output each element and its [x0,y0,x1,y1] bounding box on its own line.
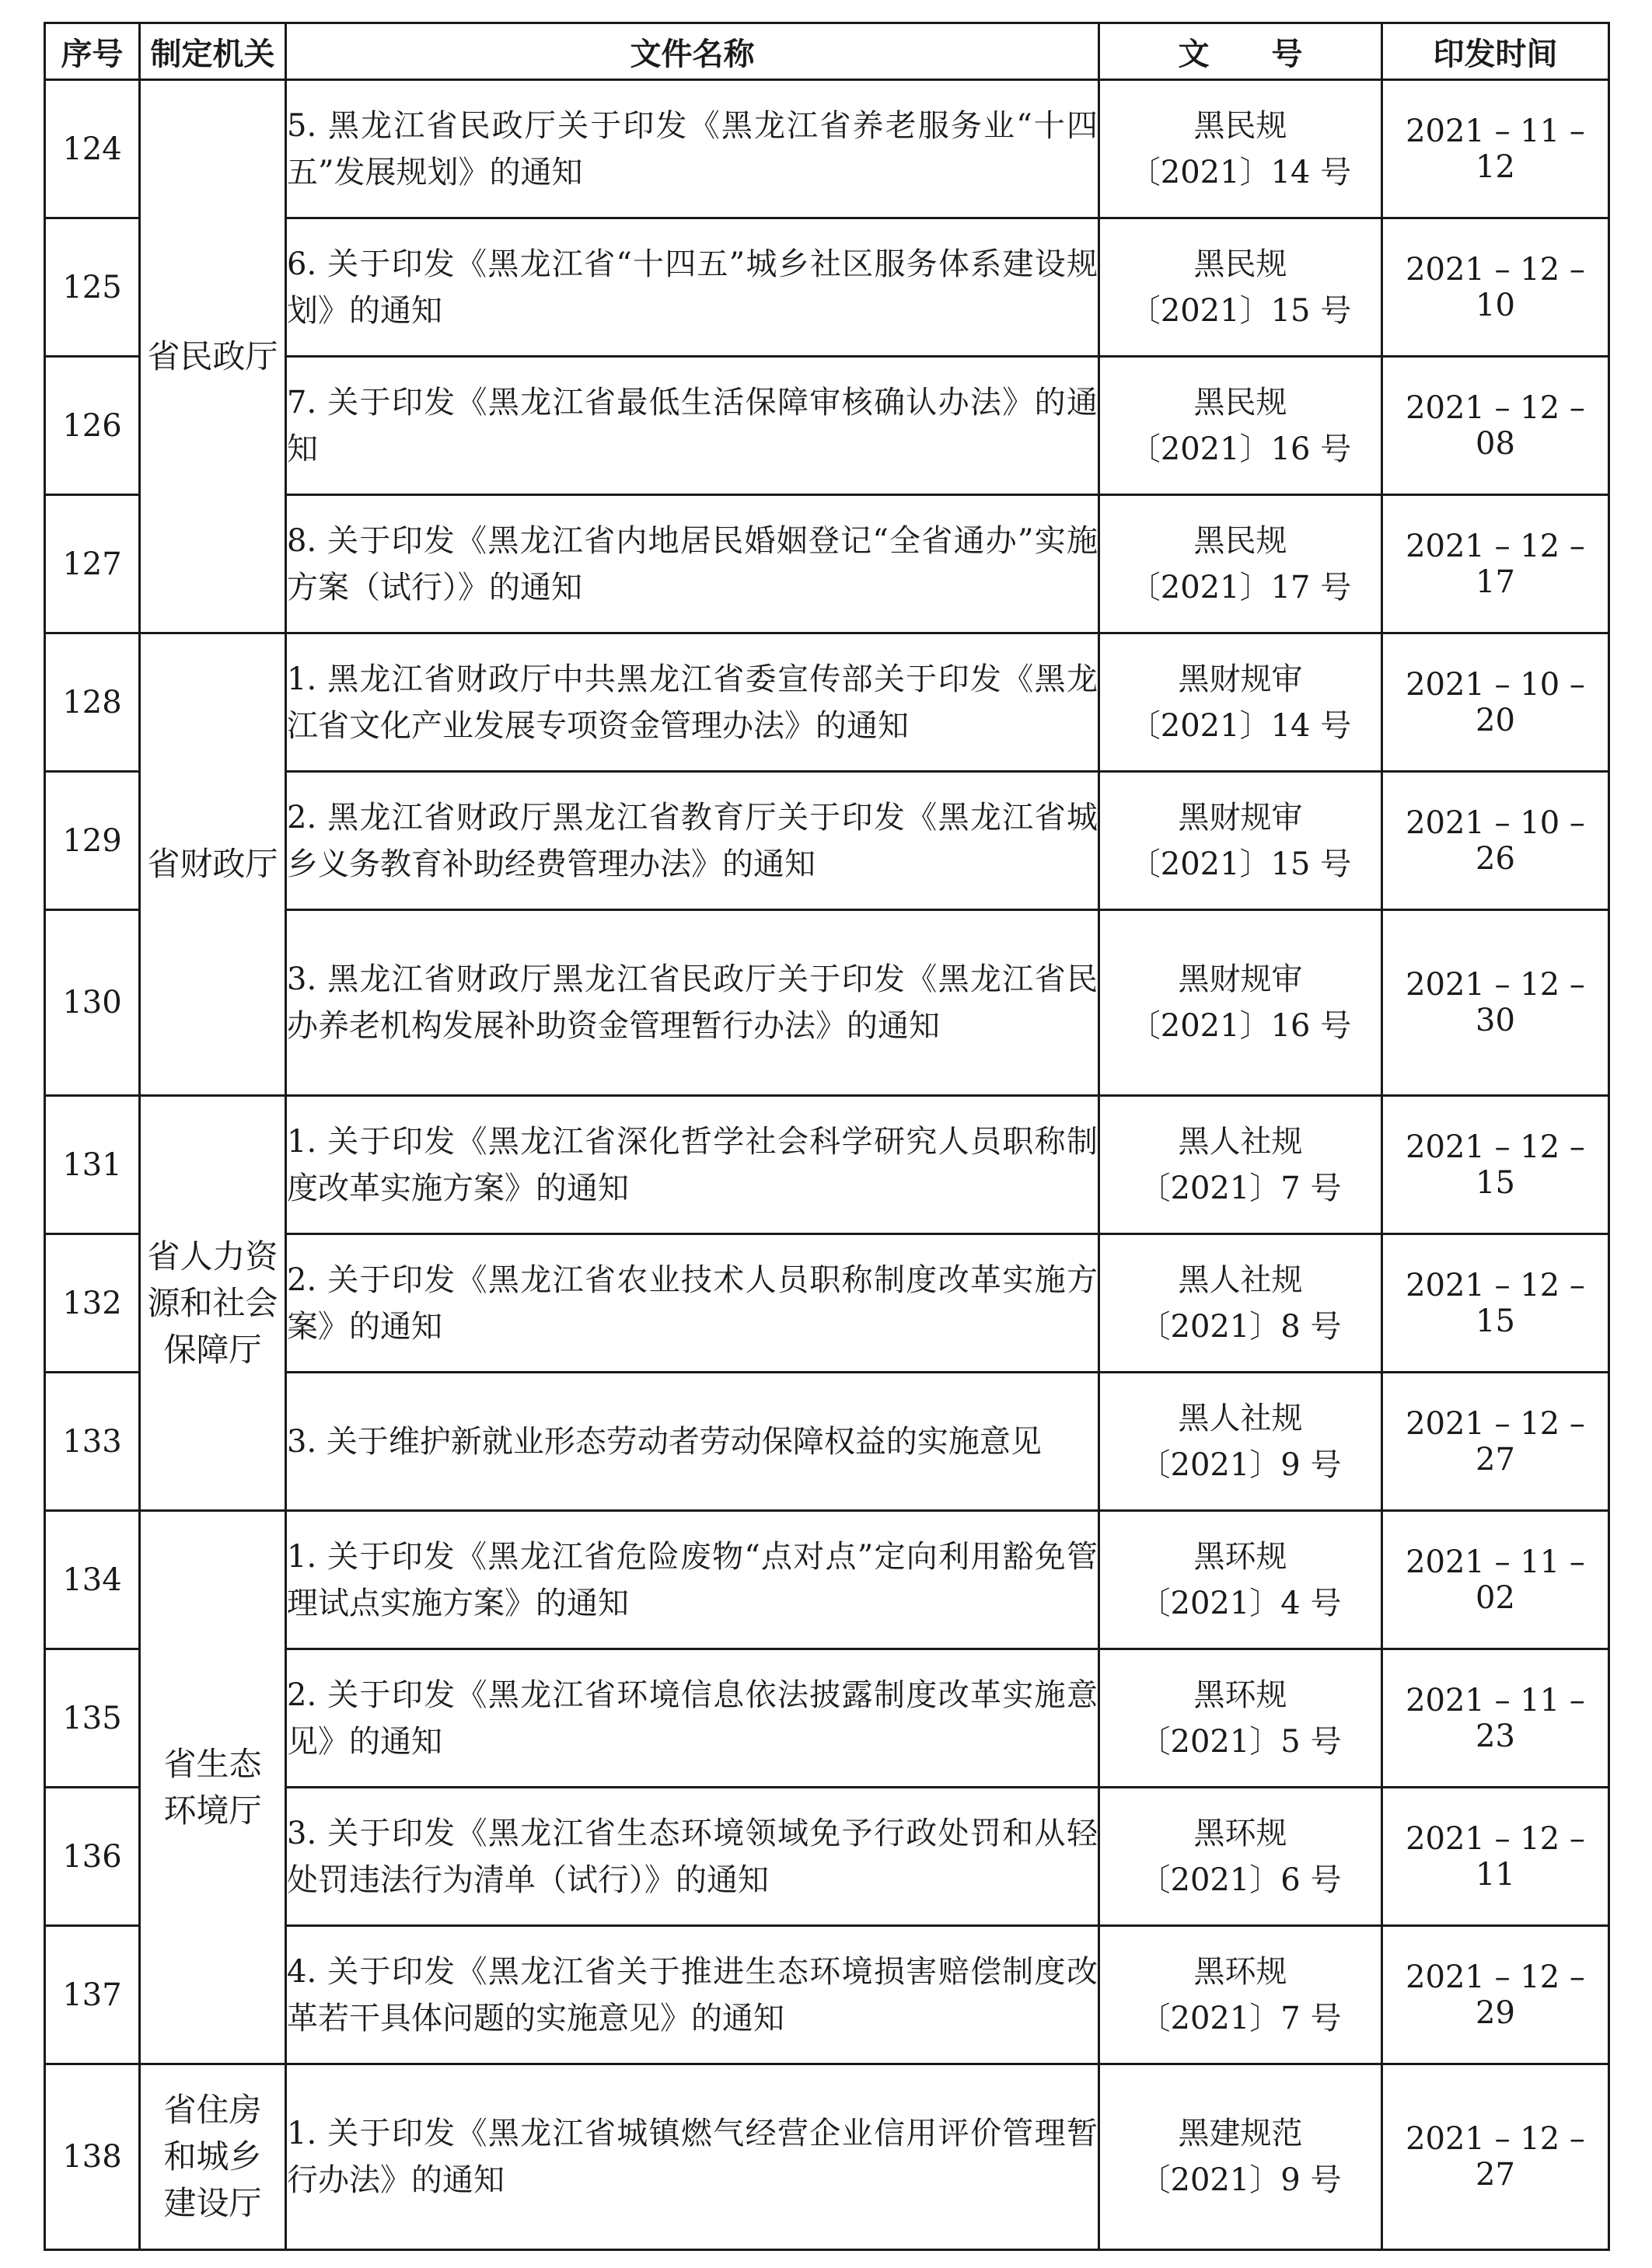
row-seq: 136 [45,1788,140,1926]
row-seq: 138 [45,2064,140,2250]
row-title: 3. 关于印发《黑龙江省生态环境领域免予行政处罚和从轻处罚违法行为清单（试行）》的通知 [286,1788,1099,1926]
doc-num: 〔2021〕5 号 [1139,1723,1342,1760]
header-title: 文件名称 [286,23,1099,80]
agency-line: 和城乡 [163,2137,262,2176]
doc-prefix: 黑民规 [1193,384,1287,420]
row-doc-number [1099,1373,1382,1511]
row-seq: 137 [45,1926,140,2064]
row-seq: 129 [45,772,140,910]
doc-num: 〔2021〕16 号 [1129,431,1352,467]
row-seq: 127 [45,495,140,633]
row-doc-number [1099,1234,1382,1373]
row-seq: 134 [45,1511,140,1649]
table-header-row [45,23,1609,80]
row-doc-number [1099,910,1382,1096]
doc-num: 〔2021〕14 号 [1129,707,1352,744]
agency-line: 源和社会 [147,1283,278,1322]
regulation-table [44,22,1610,2251]
agency-cell [140,633,286,1096]
row-date: 2021 – 12 – 27 [1382,2064,1609,2250]
doc-num: 〔2021〕14 号 [1129,154,1352,190]
row-seq: 126 [45,357,140,495]
row-date: 2021 – 12 – 11 [1382,1788,1609,1926]
row-date: 2021 – 11 – 02 [1382,1511,1609,1649]
row-seq: 128 [45,633,140,772]
row-doc-number [1099,1788,1382,1926]
row-date: 2021 – 12 – 08 [1382,357,1609,495]
row-title: 1. 关于印发《黑龙江省危险废物“点对点”定向利用豁免管理试点实施方案》的通知 [286,1511,1099,1649]
agency-cell [140,1511,286,2064]
header-agency: 制定机关 [140,23,286,80]
row-title: 3. 黑龙江省财政厅黑龙江省民政厅关于印发《黑龙江省民办养老机构发展补助资金管理暂行办法》的通知 [286,910,1099,1096]
header-date: 印发时间 [1382,23,1609,80]
doc-prefix: 黑人社规 [1178,1400,1303,1436]
row-title: 1. 关于印发《黑龙江省城镇燃气经营企业信用评价管理暂行办法》的通知 [286,2064,1099,2250]
row-seq: 135 [45,1649,140,1788]
row-doc-number [1099,2064,1382,2250]
row-doc-number [1099,1096,1382,1234]
agency-line: 省财政厅 [147,845,278,883]
doc-prefix: 黑环规 [1193,1538,1287,1575]
row-title: 6. 关于印发《黑龙江省“十四五”城乡社区服务体系建设规划》的通知 [286,218,1099,357]
row-title: 1. 黑龙江省财政厅中共黑龙江省委宣传部关于印发《黑龙江省文化产业发展专项资金管理办法》的通知 [286,633,1099,772]
row-seq: 131 [45,1096,140,1234]
row-seq: 124 [45,80,140,218]
row-date: 2021 – 12 – 15 [1382,1234,1609,1373]
row-date: 2021 – 12 – 17 [1382,495,1609,633]
doc-num: 〔2021〕9 号 [1139,2162,1342,2198]
row-doc-number [1099,633,1382,772]
doc-prefix: 黑人社规 [1178,1261,1303,1298]
row-doc-number [1099,218,1382,357]
row-title: 4. 关于印发《黑龙江省关于推进生态环境损害赔偿制度改革若干具体问题的实施意见》的通知 [286,1926,1099,2064]
doc-prefix: 黑民规 [1193,246,1287,282]
doc-prefix: 黑财规审 [1178,961,1303,997]
agency-line: 省民政厅 [147,337,278,375]
row-date: 2021 – 12 – 10 [1382,218,1609,357]
row-title: 3. 关于维护新就业形态劳动者劳动保障权益的实施意见 [286,1373,1099,1511]
doc-prefix: 黑建规范 [1178,2116,1303,2151]
agency-line: 环境厅 [163,1791,262,1830]
row-seq: 133 [45,1373,140,1511]
table-row [45,2064,1609,2250]
doc-prefix: 黑人社规 [1178,1123,1303,1160]
table-row [45,1096,1609,1234]
doc-num: 〔2021〕17 号 [1129,569,1352,605]
row-title: 2. 关于印发《黑龙江省农业技术人员职称制度改革实施方案》的通知 [286,1234,1099,1373]
row-date: 2021 – 12 – 27 [1382,1373,1609,1511]
row-title: 2. 关于印发《黑龙江省环境信息依法披露制度改革实施意见》的通知 [286,1649,1099,1788]
row-date: 2021 – 12 – 15 [1382,1096,1609,1234]
agency-cell [140,1096,286,1511]
agency-line: 省生态 [163,1744,262,1783]
row-title: 1. 关于印发《黑龙江省深化哲学社会科学研究人员职称制度改革实施方案》的通知 [286,1096,1099,1234]
doc-num: 〔2021〕15 号 [1129,846,1352,882]
doc-num: 〔2021〕4 号 [1139,1585,1342,1621]
agency-line: 保障厅 [163,1330,262,1369]
agency-line: 建设厅 [163,2184,262,2222]
row-title: 8. 关于印发《黑龙江省内地居民婚姻登记“全省通办”实施方案（试行）》的通知 [286,495,1099,633]
doc-prefix: 黑财规审 [1178,799,1303,836]
doc-num: 〔2021〕7 号 [1139,2000,1342,2036]
row-doc-number [1099,80,1382,218]
row-date: 2021 – 11 – 12 [1382,80,1609,218]
doc-num: 〔2021〕15 号 [1129,292,1352,329]
header-doc-no: 文 号 [1099,23,1382,80]
agency-cell [140,2064,286,2250]
row-date: 2021 – 10 – 26 [1382,772,1609,910]
row-title: 7. 关于印发《黑龙江省最低生活保障审核确认办法》的通知 [286,357,1099,495]
row-doc-number [1099,1511,1382,1649]
table-row [45,1511,1609,1649]
doc-prefix: 黑环规 [1193,1953,1287,1990]
row-seq: 125 [45,218,140,357]
row-doc-number [1099,495,1382,633]
doc-prefix: 黑财规审 [1178,661,1303,697]
doc-prefix: 黑民规 [1193,522,1287,559]
doc-num: 〔2021〕8 号 [1139,1308,1342,1345]
doc-num: 〔2021〕16 号 [1129,1008,1352,1044]
row-date: 2021 – 11 – 23 [1382,1649,1609,1788]
row-title: 2. 黑龙江省财政厅黑龙江省教育厅关于印发《黑龙江省城乡义务教育补助经费管理办法》的通知 [286,772,1099,910]
row-doc-number [1099,357,1382,495]
doc-num: 〔2021〕9 号 [1139,1446,1342,1483]
row-date: 2021 – 10 – 20 [1382,633,1609,772]
row-doc-number [1099,1649,1382,1788]
doc-num: 〔2021〕6 号 [1139,1862,1342,1898]
doc-prefix: 黑民规 [1193,107,1287,144]
header-seq: 序号 [45,23,140,80]
row-seq: 130 [45,910,140,1096]
row-doc-number [1099,1926,1382,2064]
row-date: 2021 – 12 – 30 [1382,910,1609,1096]
doc-prefix: 黑环规 [1193,1815,1287,1851]
doc-num: 〔2021〕7 号 [1139,1170,1342,1206]
row-seq: 132 [45,1234,140,1373]
table-row [45,80,1609,218]
row-title: 5. 黑龙江省民政厅关于印发《黑龙江省养老服务业“十四五”发展规划》的通知 [286,80,1099,218]
agency-line: 省住房 [163,2091,262,2129]
agency-cell [140,80,286,633]
table-row [45,633,1609,772]
doc-prefix: 黑环规 [1193,1677,1287,1713]
row-date: 2021 – 12 – 29 [1382,1926,1609,2064]
row-doc-number [1099,772,1382,910]
agency-line: 省人力资 [147,1237,278,1275]
